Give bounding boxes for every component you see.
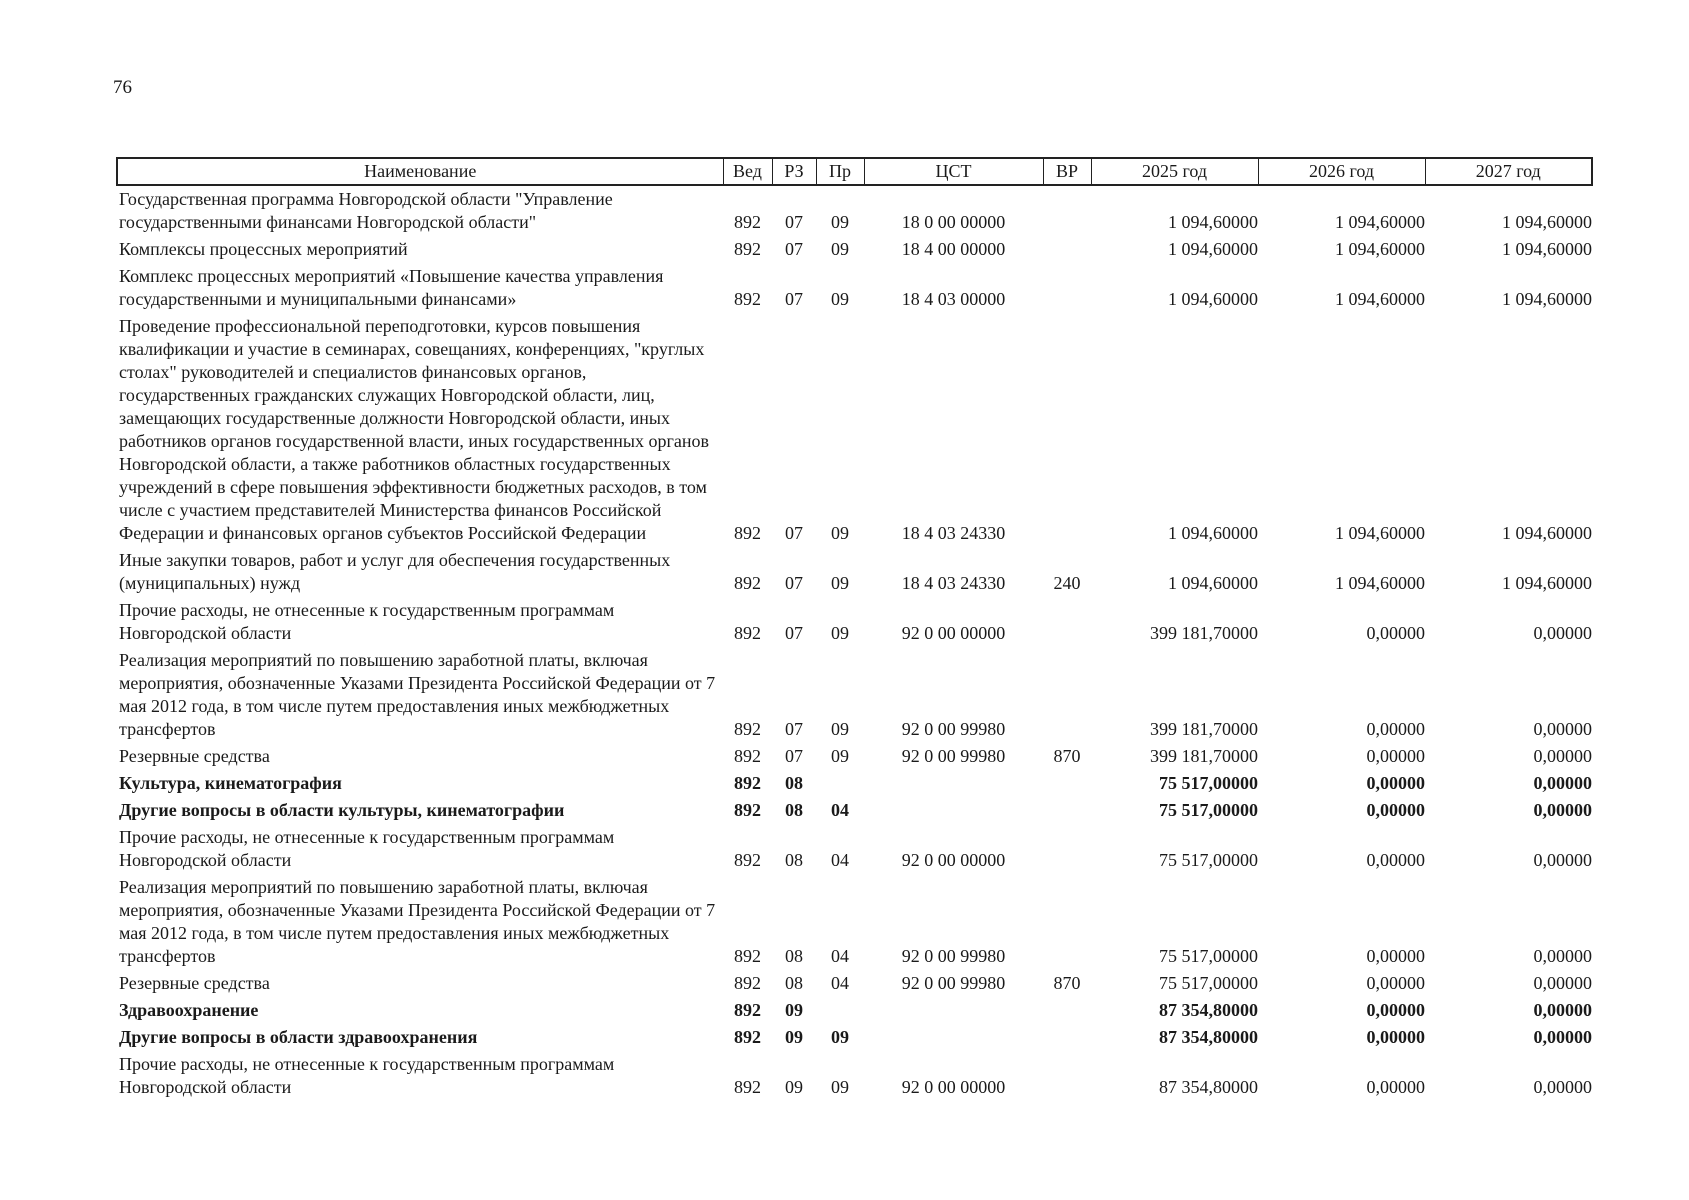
cell-2025: 1 094,60000 bbox=[1168, 289, 1258, 309]
header-vr: ВР bbox=[1043, 158, 1091, 185]
header-2025: 2025 год bbox=[1091, 158, 1258, 185]
cell-2027: 0,00000 bbox=[1533, 623, 1592, 643]
cell-pr: 09 bbox=[831, 719, 849, 739]
cell-rz: 09 bbox=[785, 1077, 803, 1097]
cell-vr: 870 bbox=[1053, 746, 1081, 766]
cell-rz: 09 bbox=[785, 1027, 803, 1047]
cell-pr: 04 bbox=[831, 946, 849, 966]
cell-2027: 1 094,60000 bbox=[1502, 523, 1592, 543]
cell-2025: 87 354,80000 bbox=[1159, 1027, 1258, 1047]
cell-cst bbox=[864, 797, 1043, 824]
cell-name: Иные закупки товаров, работ и услуг для обеспечения государственных (муниципальных) нужд bbox=[119, 550, 671, 593]
cell-vr: 870 bbox=[1053, 973, 1081, 993]
cell-rz: 08 bbox=[785, 800, 803, 820]
table-row bbox=[117, 1024, 1592, 1051]
cell-ved: 892 bbox=[734, 1027, 761, 1047]
cell-2026: 0,00000 bbox=[1366, 973, 1425, 993]
cell-name: Другие вопросы в области культуры, кинематографии bbox=[119, 800, 565, 820]
cell-2027: 0,00000 bbox=[1533, 973, 1592, 993]
cell-2027: 0,00000 bbox=[1533, 1077, 1592, 1097]
cell-ved: 892 bbox=[734, 623, 761, 643]
cell-ved: 892 bbox=[734, 773, 761, 793]
cell-pr: 04 bbox=[831, 850, 849, 870]
cell-2027: 0,00000 bbox=[1533, 1027, 1592, 1047]
cell-cst: 92 0 00 99980 bbox=[901, 946, 1006, 966]
cell-ved: 892 bbox=[734, 1000, 761, 1020]
cell-rz: 09 bbox=[785, 1000, 803, 1020]
cell-cst bbox=[864, 997, 1043, 1024]
cell-cst: 18 4 00 00000 bbox=[901, 239, 1006, 259]
cell-2025: 75 517,00000 bbox=[1159, 946, 1258, 966]
cell-ved: 892 bbox=[734, 850, 761, 870]
cell-2027: 0,00000 bbox=[1533, 946, 1592, 966]
cell-pr: 09 bbox=[831, 573, 849, 593]
cell-vr bbox=[1043, 797, 1091, 824]
cell-rz: 08 bbox=[785, 850, 803, 870]
cell-rz: 07 bbox=[785, 623, 803, 643]
cell-cst: 92 0 00 00000 bbox=[901, 1077, 1006, 1097]
cell-2027: 0,00000 bbox=[1533, 1000, 1592, 1020]
cell-rz: 07 bbox=[785, 289, 803, 309]
table-row bbox=[117, 970, 1592, 997]
cell-ved: 892 bbox=[734, 973, 761, 993]
cell-cst: 92 0 00 99980 bbox=[901, 746, 1006, 766]
cell-2025: 75 517,00000 bbox=[1159, 773, 1258, 793]
cell-2026: 0,00000 bbox=[1366, 623, 1425, 643]
cell-2027: 1 094,60000 bbox=[1502, 573, 1592, 593]
cell-2026: 1 094,60000 bbox=[1335, 573, 1425, 593]
cell-pr: 09 bbox=[831, 212, 849, 232]
cell-pr bbox=[816, 770, 864, 797]
cell-cst bbox=[864, 770, 1043, 797]
cell-pr: 09 bbox=[831, 289, 849, 309]
budget-table-container bbox=[116, 157, 1591, 1101]
cell-cst: 18 4 03 24330 bbox=[901, 573, 1006, 593]
cell-2025: 1 094,60000 bbox=[1168, 523, 1258, 543]
cell-rz: 07 bbox=[785, 573, 803, 593]
cell-name: Государственная программа Новгородской области "Управление государственными финансами Новгородской области" bbox=[119, 189, 613, 232]
cell-2026: 1 094,60000 bbox=[1335, 239, 1425, 259]
cell-2025: 75 517,00000 bbox=[1159, 973, 1258, 993]
cell-name: Другие вопросы в области здравоохранения bbox=[119, 1027, 478, 1047]
cell-2027: 0,00000 bbox=[1533, 746, 1592, 766]
cell-pr: 04 bbox=[831, 800, 849, 820]
cell-vr bbox=[1043, 597, 1091, 647]
cell-ved: 892 bbox=[734, 719, 761, 739]
cell-rz: 08 bbox=[785, 973, 803, 993]
cell-2026: 0,00000 bbox=[1366, 773, 1425, 793]
table-row bbox=[117, 743, 1592, 770]
cell-ved: 892 bbox=[734, 239, 761, 259]
cell-rz: 08 bbox=[785, 946, 803, 966]
cell-name: Прочие расходы, не отнесенные к государственным программам Новгородской области bbox=[119, 827, 615, 870]
cell-2026: 0,00000 bbox=[1366, 746, 1425, 766]
cell-2026: 1 094,60000 bbox=[1335, 523, 1425, 543]
cell-2025: 399 181,70000 bbox=[1150, 746, 1258, 766]
page-number: 76 bbox=[113, 77, 132, 98]
cell-vr bbox=[1043, 770, 1091, 797]
cell-2025: 399 181,70000 bbox=[1150, 623, 1258, 643]
cell-2027: 0,00000 bbox=[1533, 800, 1592, 820]
cell-2026: 1 094,60000 bbox=[1335, 212, 1425, 232]
cell-ved: 892 bbox=[734, 212, 761, 232]
cell-pr: 04 bbox=[831, 973, 849, 993]
cell-pr: 09 bbox=[831, 239, 849, 259]
cell-ved: 892 bbox=[734, 746, 761, 766]
budget-table bbox=[116, 157, 1593, 1101]
cell-pr bbox=[816, 997, 864, 1024]
cell-vr bbox=[1043, 313, 1091, 547]
cell-name: Проведение профессиональной переподготовки, курсов повышения квалификации и участие в семинарах, совещаниях, конференциях, "круглых столах" руководителей и специалистов финансовых органов, государственных гражданских служащих Новгородской области, лиц, замещающих государственные должности Новгородской области, иных работников органов государственной власти, иных государственных органов Новгородской области, а также работников областных государственных учреждений в сфере повышения эффективности бюджетных расходов, в том числе с участием представителей Министерства финансов Российской Федерации и финансовых органов субъектов Российской Федерации bbox=[119, 316, 709, 543]
cell-ved: 892 bbox=[734, 573, 761, 593]
table-row bbox=[117, 185, 1592, 236]
cell-pr: 09 bbox=[831, 1027, 849, 1047]
cell-name: Комплексы процессных мероприятий bbox=[119, 239, 408, 259]
table-row bbox=[117, 770, 1592, 797]
cell-2025: 75 517,00000 bbox=[1159, 800, 1258, 820]
header-cst: ЦСТ bbox=[864, 158, 1043, 185]
cell-ved: 892 bbox=[734, 946, 761, 966]
table-header bbox=[117, 158, 1592, 185]
cell-vr bbox=[1043, 263, 1091, 313]
cell-2025: 87 354,80000 bbox=[1159, 1077, 1258, 1097]
header-2027: 2027 год bbox=[1425, 158, 1592, 185]
cell-name: Реализация мероприятий по повышению заработной платы, включая мероприятия, обозначенные Указами Президента Российской Федерации от 7 мая 2012 года, в том числе путем предоставления иных межбюджетных трансфертов bbox=[119, 650, 716, 739]
cell-2026: 0,00000 bbox=[1366, 1027, 1425, 1047]
cell-2027: 1 094,60000 bbox=[1502, 212, 1592, 232]
cell-2026: 0,00000 bbox=[1366, 850, 1425, 870]
table-row bbox=[117, 824, 1592, 874]
cell-name: Здравоохранение bbox=[119, 1000, 259, 1020]
header-2026: 2026 год bbox=[1258, 158, 1425, 185]
table-row bbox=[117, 1051, 1592, 1101]
cell-2026: 0,00000 bbox=[1366, 800, 1425, 820]
header-ved: Вед bbox=[723, 158, 772, 185]
cell-pr: 09 bbox=[831, 746, 849, 766]
cell-rz: 07 bbox=[785, 523, 803, 543]
table-row bbox=[117, 236, 1592, 263]
cell-2026: 0,00000 bbox=[1366, 1077, 1425, 1097]
cell-cst: 18 4 03 00000 bbox=[901, 289, 1006, 309]
cell-2026: 1 094,60000 bbox=[1335, 289, 1425, 309]
cell-rz: 07 bbox=[785, 746, 803, 766]
cell-name: Прочие расходы, не отнесенные к государственным программам Новгородской области bbox=[119, 600, 615, 643]
cell-2027: 1 094,60000 bbox=[1502, 239, 1592, 259]
cell-2025: 399 181,70000 bbox=[1150, 719, 1258, 739]
cell-2027: 0,00000 bbox=[1533, 773, 1592, 793]
cell-vr bbox=[1043, 647, 1091, 743]
cell-pr: 09 bbox=[831, 623, 849, 643]
table-row bbox=[117, 597, 1592, 647]
cell-ved: 892 bbox=[734, 1077, 761, 1097]
table-row bbox=[117, 647, 1592, 743]
cell-2025: 1 094,60000 bbox=[1168, 239, 1258, 259]
table-row bbox=[117, 263, 1592, 313]
header-rz: РЗ bbox=[772, 158, 816, 185]
cell-cst bbox=[864, 1024, 1043, 1051]
cell-2026: 0,00000 bbox=[1366, 719, 1425, 739]
cell-ved: 892 bbox=[734, 289, 761, 309]
cell-name: Прочие расходы, не отнесенные к государственным программам Новгородской области bbox=[119, 1054, 615, 1097]
cell-cst: 92 0 00 00000 bbox=[901, 623, 1006, 643]
table-row bbox=[117, 313, 1592, 547]
header-name: Наименование bbox=[117, 158, 723, 185]
cell-2027: 1 094,60000 bbox=[1502, 289, 1592, 309]
cell-ved: 892 bbox=[734, 800, 761, 820]
table-row bbox=[117, 874, 1592, 970]
cell-2026: 0,00000 bbox=[1366, 1000, 1425, 1020]
cell-name: Культура, кинематография bbox=[119, 773, 342, 793]
cell-vr bbox=[1043, 824, 1091, 874]
cell-ved: 892 bbox=[734, 523, 761, 543]
cell-cst: 18 0 00 00000 bbox=[901, 212, 1006, 232]
cell-rz: 08 bbox=[785, 773, 803, 793]
cell-vr bbox=[1043, 997, 1091, 1024]
cell-cst: 92 0 00 00000 bbox=[901, 850, 1006, 870]
cell-2027: 0,00000 bbox=[1533, 719, 1592, 739]
cell-vr bbox=[1043, 1024, 1091, 1051]
cell-name: Комплекс процессных мероприятий «Повышение качества управления государственными и муниципальными финансами» bbox=[119, 266, 664, 309]
cell-2025: 1 094,60000 bbox=[1168, 573, 1258, 593]
cell-cst: 92 0 00 99980 bbox=[901, 973, 1006, 993]
cell-2026: 0,00000 bbox=[1366, 946, 1425, 966]
cell-cst: 18 4 03 24330 bbox=[901, 523, 1006, 543]
cell-pr: 09 bbox=[831, 523, 849, 543]
table-row bbox=[117, 547, 1592, 597]
cell-2027: 0,00000 bbox=[1533, 850, 1592, 870]
cell-2025: 75 517,00000 bbox=[1159, 850, 1258, 870]
cell-cst: 92 0 00 99980 bbox=[901, 719, 1006, 739]
cell-vr: 240 bbox=[1053, 573, 1081, 593]
cell-rz: 07 bbox=[785, 719, 803, 739]
cell-vr bbox=[1043, 1051, 1091, 1101]
table-row bbox=[117, 997, 1592, 1024]
cell-rz: 07 bbox=[785, 239, 803, 259]
table-row bbox=[117, 797, 1592, 824]
cell-vr bbox=[1043, 874, 1091, 970]
header-pr: Пр bbox=[816, 158, 864, 185]
cell-name: Резервные средства bbox=[119, 746, 270, 766]
cell-name: Резервные средства bbox=[119, 973, 270, 993]
cell-vr bbox=[1043, 185, 1091, 236]
cell-name: Реализация мероприятий по повышению заработной платы, включая мероприятия, обозначенные Указами Президента Российской Федерации от 7 мая 2012 года, в том числе путем предоставления иных межбюджетных трансфертов bbox=[119, 877, 716, 966]
cell-pr: 09 bbox=[831, 1077, 849, 1097]
table-body bbox=[117, 185, 1592, 1101]
cell-rz: 07 bbox=[785, 212, 803, 232]
cell-vr bbox=[1043, 236, 1091, 263]
cell-2025: 87 354,80000 bbox=[1159, 1000, 1258, 1020]
cell-2025: 1 094,60000 bbox=[1168, 212, 1258, 232]
